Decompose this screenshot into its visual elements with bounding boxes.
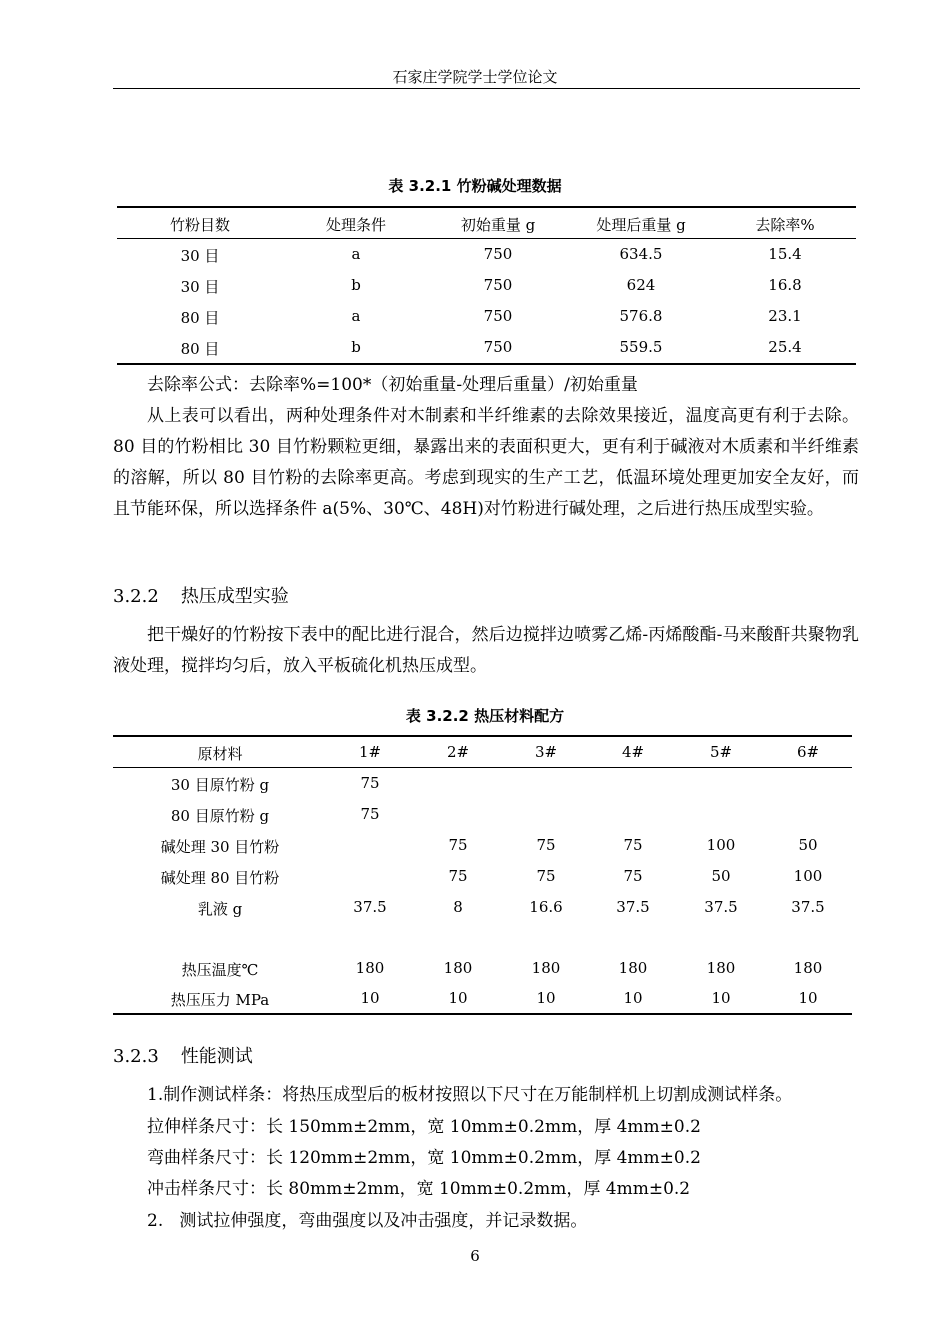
table2-cell: 180 <box>618 959 648 977</box>
table2-cell: 180 <box>531 959 561 977</box>
table2-cell: 10 <box>360 989 380 1007</box>
table1-header-cell: 初始重量 g <box>460 216 536 234</box>
table1-header-cell: 处理后重量 g <box>596 216 686 234</box>
table2-header-cell: 1# <box>358 743 382 761</box>
table2-cell: 37.5 <box>704 898 738 916</box>
table2-header-cell: 原材料 <box>197 745 243 763</box>
table2-cell: 10 <box>536 989 556 1007</box>
table2-header-cell: 6# <box>796 743 820 761</box>
table2-cell: 75 <box>623 867 643 885</box>
table2-cell: 10 <box>623 989 643 1007</box>
table2-cell: 100 <box>793 867 823 885</box>
table2-cell: 100 <box>706 836 736 854</box>
header-rule <box>113 88 860 89</box>
table1-header-cell: 处理条件 <box>325 216 386 234</box>
table2-cell: 碱处理 80 目竹粉 <box>160 869 280 887</box>
table1-cell: 25.4 <box>768 338 802 356</box>
section-title: 性能测试 <box>180 1046 253 1067</box>
table2-cell: 50 <box>798 836 818 854</box>
table2-bottom-rule <box>113 1013 852 1015</box>
table2-cell: 75 <box>360 774 380 792</box>
table2-cell: 80 目原竹粉 g <box>170 807 270 825</box>
table1-cell: 634.5 <box>619 245 663 263</box>
section-title: 热压成型实验 <box>180 586 289 607</box>
table2-cell: 热压温度℃ <box>181 961 259 979</box>
table1-cell: 30 目 <box>180 247 220 265</box>
table1-cell: 16.8 <box>768 276 802 294</box>
table2-cell: 75 <box>448 867 468 885</box>
table2-cell: 75 <box>448 836 468 854</box>
table2-cell: 10 <box>448 989 468 1007</box>
table2-cell: 75 <box>623 836 643 854</box>
table2-cell: 75 <box>536 836 556 854</box>
table2-cell: 180 <box>443 959 473 977</box>
paragraph-alkali-analysis: 从上表可以看出，两种处理条件对木制素和半纤维素的去除效果接近，温度高更有利于去除。80 目的竹粉相比 30 目竹粉颗粒更细，暴露出来的表面积更大，更有利于碱液对木质素和半纤维素的溶解，所以 80 目竹粉的去除率更高。考虑到现实的生产工艺，低温环境处理更加安全友好，而且节能环保，所以选择条件 a(5%、30℃、48H)对竹粉进行碱处理，之后进行热压成型实验。 <box>113 406 859 519</box>
table2-cell: 37.5 <box>791 898 825 916</box>
table2-header-rule <box>113 767 852 768</box>
section-3-2-3-heading <box>113 1042 253 1068</box>
test-step-1: 1.制作测试样条：将热压成型后的板材按照以下尺寸在万能制样机上切割成测试样条。 <box>147 1085 793 1105</box>
table1-cell: b <box>351 338 361 356</box>
table2-cell: 180 <box>355 959 385 977</box>
paragraph-hot-press: 把干燥好的竹粉按下表中的配比进行混合，然后边搅拌边喷雾乙烯-丙烯酸酯-马来酸酐共聚物乳液处理，搅拌均匀后，放入平板硫化机热压成型。 <box>113 625 859 676</box>
table1-cell: b <box>351 276 361 294</box>
table2-header-cell: 5# <box>709 743 733 761</box>
table1-cell: 80 目 <box>180 340 220 358</box>
table1-cell: 576.8 <box>619 307 663 325</box>
table1-cell: 23.1 <box>768 307 802 325</box>
table1-caption: 表 3.2.1 竹粉碱处理数据 <box>388 177 562 195</box>
page-number: 6 <box>470 1247 480 1265</box>
section-3-2-2-heading <box>113 582 289 608</box>
table1-cell: 15.4 <box>768 245 802 263</box>
table2-cell: 50 <box>711 867 731 885</box>
table2-cell: 37.5 <box>616 898 650 916</box>
table1-cell: 30 目 <box>180 278 220 296</box>
table2-header-cell: 4# <box>621 743 645 761</box>
table1-bottom-rule <box>117 363 856 365</box>
table1-cell: 559.5 <box>619 338 663 356</box>
table2-cell: 30 目原竹粉 g <box>170 776 270 794</box>
table1-cell: 750 <box>483 307 513 325</box>
running-header: 石家庄学院学士学位论文 <box>392 68 558 86</box>
removal-rate-formula: 去除率公式：去除率%=100*（初始重量-处理后重量）/初始重量 <box>147 375 638 395</box>
table2-cell: 热压压力 MPa <box>170 991 270 1009</box>
table2-cell: 16.6 <box>529 898 563 916</box>
table2-cell: 180 <box>793 959 823 977</box>
table2-cell: 乳液 g <box>197 900 243 918</box>
table2-cell: 8 <box>453 898 463 916</box>
table1-header-cell: 去除率% <box>755 216 815 234</box>
tensile-specimen-size: 拉伸样条尺寸：长 150mm±2mm，宽 10mm±0.2mm，厚 4mm±0.2 <box>147 1117 701 1137</box>
table1-header-rule <box>117 238 856 239</box>
table1-header-cell: 竹粉目数 <box>169 216 230 234</box>
table1-cell: 750 <box>483 245 513 263</box>
table2-header-cell: 2# <box>446 743 470 761</box>
table2-cell: 碱处理 30 目竹粉 <box>160 838 280 856</box>
table2-cell: 75 <box>360 805 380 823</box>
bending-specimen-size: 弯曲样条尺寸：长 120mm±2mm，宽 10mm±0.2mm，厚 4mm±0.2 <box>147 1148 701 1168</box>
table1-cell: 80 目 <box>180 309 220 327</box>
table1-cell: 624 <box>626 276 656 294</box>
table2-cell: 10 <box>798 989 818 1007</box>
table1-top-rule <box>117 206 856 208</box>
table2-cell: 180 <box>706 959 736 977</box>
section-number: 3.2.2 <box>113 586 159 607</box>
table1-cell: 750 <box>483 338 513 356</box>
impact-specimen-size: 冲击样条尺寸：长 80mm±2mm，宽 10mm±0.2mm，厚 4mm±0.2 <box>147 1179 691 1199</box>
table2-cell: 37.5 <box>353 898 387 916</box>
section-number: 3.2.3 <box>113 1046 159 1067</box>
table2-cell: 75 <box>536 867 556 885</box>
table2-cell: 10 <box>711 989 731 1007</box>
test-step-2: 2. 测试拉伸强度，弯曲强度以及冲击强度，并记录数据。 <box>147 1211 588 1231</box>
table1-cell: a <box>351 245 361 263</box>
table2-header-cell: 3# <box>534 743 558 761</box>
table1-cell: a <box>351 307 361 325</box>
table2-caption: 表 3.2.2 热压材料配方 <box>405 707 565 725</box>
table1-cell: 750 <box>483 276 513 294</box>
table2-top-rule <box>113 735 852 737</box>
